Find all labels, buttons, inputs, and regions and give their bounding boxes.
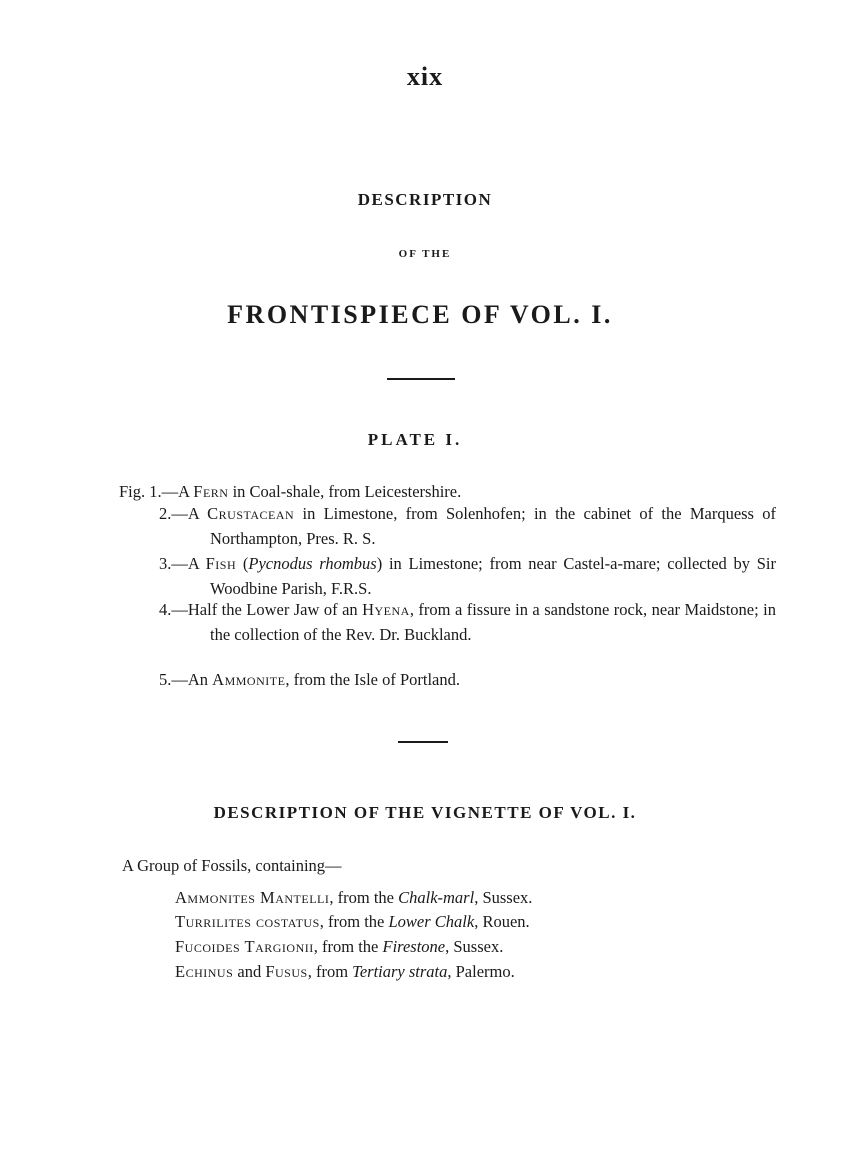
fossil-connector: , from the [319,912,389,931]
figure-prefix: 4.—Half the Lower Jaw of an [159,600,363,619]
fossil-place: , Sussex. [445,937,504,956]
frontispiece-heading-line-2: OF THE [398,248,452,260]
fossil-name: Echinus [175,962,234,981]
vignette-intro: A Group of Fossils, containing— [122,856,342,875]
section-divider-rule [387,378,455,380]
figure-prefix: Fig. 1.—A [119,482,194,501]
fossil-list-item [175,959,515,984]
fossil-joiner: and [233,962,266,981]
figure-caption-3 [159,551,776,601]
fossil-name-2: Fusus [265,962,308,981]
section-divider-rule [398,741,448,743]
figure-subject: Ammonite [212,670,286,689]
vignette-heading: DESCRIPTION OF THE VIGNETTE OF VOL. I. [213,803,637,822]
figure-prefix: 3.—A [159,554,206,573]
figure-subject: Hyena [362,600,410,619]
fossil-name: Ammonites Mantelli [175,888,330,907]
fossil-place: , Palermo. [447,962,515,981]
figure-description: , from a fissure in a sandstone rock, near Maidstone; in the collection of the Rev. Dr. Buckland. [210,600,776,644]
frontispiece-heading-line-1: DESCRIPTION [357,190,493,209]
figure-latin-name: Pycnodus rhombus [248,554,377,573]
fossil-place: , Rouen. [474,912,530,931]
fossil-stratum: Chalk-marl [398,888,475,907]
figure-description: in Coal-shale, from Leicestershire. [228,482,462,501]
page-number: xix [406,62,444,91]
plate-title: PLATE I. [367,430,463,449]
fossil-list-item [175,934,503,959]
fossil-stratum: Tertiary strata [352,962,448,981]
fossil-place: , Sussex. [474,888,533,907]
figure-subject: Crustacean [207,504,295,523]
fossil-name: Fucoides Targionii [175,937,314,956]
figure-subject: Fern [193,482,229,501]
figure-caption-5 [159,667,776,692]
figure-caption-2 [159,501,776,551]
fossil-stratum: Firestone [382,937,446,956]
fossil-connector: , from [307,962,353,981]
fossil-list-item [175,885,532,910]
fossil-list-item [175,909,530,934]
fossil-connector: , from the [313,937,383,956]
figure-caption-4 [159,597,776,647]
frontispiece-heading-line-3: FRONTISPIECE OF VOL. I. [227,300,613,329]
figure-description: ) in Limestone; from near Castel-a-mare; collected by Sir Woodbine Parish, F.R.S. [210,554,777,598]
figure-prefix: 2.—A [159,504,208,523]
fossil-stratum: Lower Chalk [388,912,475,931]
figure-prefix: 5.—An [159,670,213,689]
figure-paren-open: ( [236,554,249,573]
figure-subject: Fish [205,554,237,573]
figure-description: , from the Isle of Portland. [285,670,461,689]
figure-description: in Limestone, from Solenhofen; in the cabinet of the Marquess of Northampton, Pres. R. S. [210,504,776,548]
fossil-name: Turrilites costatus [175,912,320,931]
fossil-connector: , from the [329,888,399,907]
